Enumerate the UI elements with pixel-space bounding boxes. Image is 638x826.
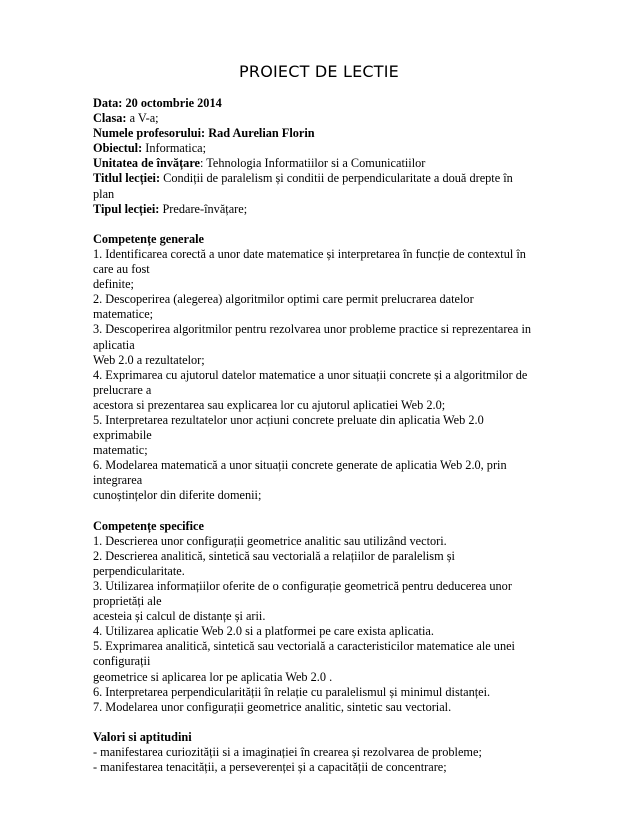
spacer: [93, 217, 548, 232]
text-line: 5. Exprimarea analitică, sintetică sau vectorială a caracteristicilor matematice ale unei: [93, 639, 515, 654]
clasa-label: Clasa:: [93, 111, 127, 126]
obiect-label: Obiectul:: [93, 141, 143, 156]
text-line: cunoștințelor din diferite domenii;: [93, 488, 262, 503]
data-label: Data:: [93, 96, 123, 110]
clasa-line: [93, 111, 548, 126]
competente-generale-heading: Competențe generale: [93, 231, 204, 246]
page-title: PROIECT DE LECTIE: [239, 62, 399, 81]
tip-label: Tipul lecției:: [93, 201, 160, 216]
titlu-line-2: plan: [93, 186, 115, 201]
valori-heading: Valori si aptitudini: [93, 729, 192, 744]
section-heading: [93, 730, 548, 745]
titlu-label: Titlul lecției:: [93, 171, 161, 186]
text-line: matematic;: [93, 443, 148, 458]
obiect-line: [93, 141, 548, 156]
profesor-line: [93, 126, 548, 141]
text-line: 6. Interpretarea perpendicularității în relație cu paralelismul și minimul distanței.: [93, 684, 491, 699]
text-line: configurații: [93, 654, 151, 669]
text-line: perpendicularitate.: [93, 563, 185, 578]
text-line: 1. Descrierea unor configurații geometrice analitic sau utilizând vectori.: [93, 533, 447, 548]
valori-list: [93, 745, 548, 775]
competente-specifice-list: [93, 534, 548, 715]
unitate-line: [93, 156, 548, 171]
text-line: acestora si prezentarea sau explicarea lor cu ajutorul aplicatiei Web 2.0;: [93, 397, 446, 412]
text-line: - manifestarea curiozității si a imaginației în crearea și rezolvarea de probleme;: [93, 745, 482, 760]
clasa-value: a V-a;: [129, 111, 159, 126]
text-line: aplicatia: [93, 337, 135, 352]
tip-line: [93, 202, 548, 217]
text-line: Web 2.0 a rezultatelor;: [93, 352, 205, 367]
spacer: [93, 715, 548, 730]
text-line: exprimabile: [93, 428, 152, 443]
tip-value: Predare-învățare;: [162, 201, 248, 216]
unitate-value: : Tehnologia Informatiilor si a Comunicatiilor: [200, 156, 426, 171]
competente-generale-list: [93, 247, 548, 504]
text-line: 3. Descoperirea algoritmilor pentru rezolvarea unor probleme practice si reprezentarea in: [93, 322, 532, 337]
text-line: 6. Modelarea matematică a unor situații concrete generate de aplicatia Web 2.0, prin: [93, 458, 507, 473]
section-heading: [93, 519, 548, 534]
text-line: care au fost: [93, 262, 150, 277]
text-line: 2. Descoperirea (alegerea) algoritmilor optimi care permit prelucrarea datelor: [93, 292, 474, 307]
text-line: 4. Utilizarea aplicatie Web 2.0 si a platformei pe care exista aplicatia.: [93, 624, 434, 639]
titlu-value: Condiții de paralelism și conditii de perpendicularitate a două drepte în: [163, 171, 513, 186]
unitate-label: Unitatea de învățare: [93, 156, 201, 171]
text-line: 4. Exprimarea cu ajutorul datelor matematice a unor situații concrete și a algoritmilor de: [93, 367, 528, 382]
text-line: acesteia și calcul de distanțe și arii.: [93, 609, 266, 624]
text-line: matematice;: [93, 307, 154, 322]
titlu-line: [93, 171, 548, 186]
profesor-label: Numele profesorului:: [93, 126, 206, 141]
spacer: [93, 504, 548, 519]
text-line: geometrice si aplicarea lor pe aplicatia Web 2.0 .: [93, 669, 333, 684]
data-line: [93, 96, 548, 111]
data-value: 20 octombrie 2014: [125, 96, 222, 110]
section-heading: [93, 232, 548, 247]
text-line: integrarea: [93, 473, 143, 488]
text-line: proprietăți ale: [93, 594, 162, 609]
text-line: 1. Identificarea corectă a unor date matematice și interpretarea în funcție de contextul în: [93, 246, 526, 261]
text-line: 3. Utilizarea informațiilor oferite de o configurație geometrică pentru deducerea unor: [93, 579, 512, 593]
profesor-value: Rad Aurelian Florin: [208, 126, 315, 141]
text-line: 2. Descrierea analitică, sintetică sau vectorială a relațiilor de paralelism și: [93, 548, 455, 563]
text-line: 7. Modelarea unor configurații geometrice analitic, sintetic sau vectorial.: [93, 699, 452, 714]
text-line: 5. Interpretarea rezultatelor unor acțiuni concrete preluate din aplicatia Web 2.0: [93, 412, 484, 427]
competente-specifice-heading: Competențe specifice: [93, 518, 204, 533]
text-line: definite;: [93, 277, 134, 292]
text-line: prelucrare a: [93, 382, 152, 397]
obiect-value: Informatica;: [145, 141, 207, 156]
text-line: - manifestarea tenacității, a perseverenței și a capacității de concentrare;: [93, 760, 447, 775]
document-body: [93, 96, 548, 775]
